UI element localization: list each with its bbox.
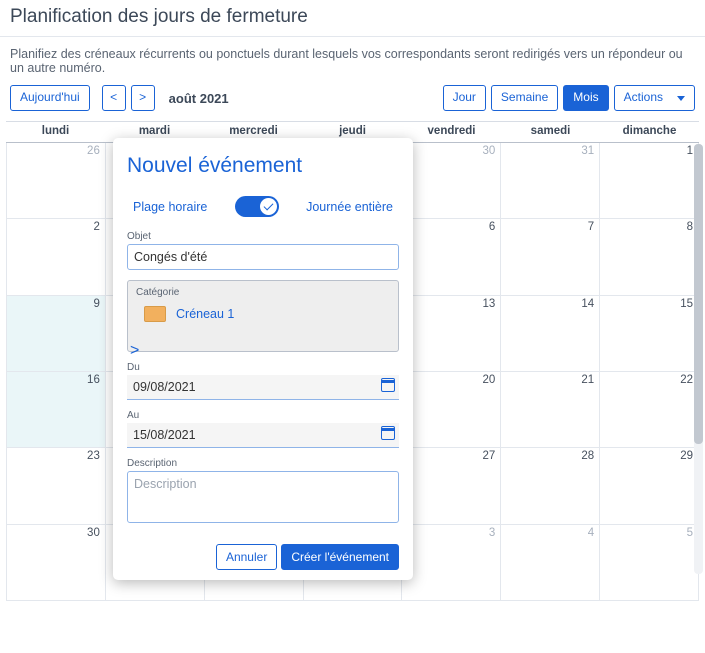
calendar-scrollbar-thumb[interactable]	[694, 144, 703, 444]
all-day-toggle[interactable]	[235, 196, 279, 217]
view-switcher	[443, 85, 695, 110]
subject-label: Objet	[127, 231, 151, 242]
day-number: 9	[93, 297, 100, 310]
day-number: 31	[581, 145, 595, 157]
period-nav-group	[102, 85, 155, 110]
calendar-day-cell[interactable]	[501, 448, 600, 524]
calendar-day-cell[interactable]	[600, 372, 699, 448]
new-event-dialog	[113, 138, 413, 580]
create-event-button[interactable]: Créer l'événement	[281, 544, 399, 570]
day-number: 16	[87, 374, 100, 386]
calendar-day-cell[interactable]	[7, 448, 106, 524]
day-number: 5	[686, 526, 693, 539]
calendar-day-cell[interactable]	[402, 525, 501, 601]
actions-dropdown-button[interactable]	[614, 85, 695, 110]
day-number: 13	[482, 297, 496, 310]
day-number: 29	[680, 450, 693, 463]
subject-field-group	[127, 231, 399, 270]
check-icon	[260, 198, 277, 215]
from-field-group	[127, 362, 399, 400]
day-number: 27	[482, 450, 496, 463]
day-number: 8	[686, 221, 693, 234]
event-type-toggle-row	[133, 196, 393, 217]
category-item[interactable]	[136, 306, 390, 322]
day-number: 14	[581, 297, 595, 310]
weekday-label: vendredi	[427, 125, 476, 137]
prev-period-button[interactable]: <	[102, 85, 126, 110]
day-number: 21	[581, 374, 595, 386]
current-period-label: août 2021	[168, 90, 229, 106]
calendar-day-cell[interactable]	[501, 219, 600, 295]
actions-label: Actions	[623, 90, 663, 105]
calendar-day-cell[interactable]	[7, 219, 106, 295]
time-range-label[interactable]: Plage horaire	[133, 199, 208, 214]
calendar-day-cell[interactable]	[501, 372, 600, 448]
all-day-label[interactable]: Journée entière	[306, 199, 393, 214]
dialog-footer	[127, 544, 399, 570]
day-number: 15	[680, 297, 693, 310]
day-number: 23	[87, 450, 100, 463]
weekday-label: dimanche	[622, 125, 677, 137]
day-number: 20	[482, 374, 496, 386]
cancel-button[interactable]: Annuler	[216, 544, 277, 570]
calendar-icon[interactable]	[381, 378, 395, 392]
category-name: Créneau 1	[176, 307, 235, 321]
weekday-label: jeudi	[339, 125, 366, 137]
calendar-day-cell[interactable]	[402, 219, 501, 295]
category-box	[127, 280, 399, 359]
calendar-day-cell[interactable]	[402, 372, 501, 448]
calendar-day-cell[interactable]	[501, 525, 600, 601]
to-label: Au	[127, 410, 140, 421]
calendar-day-cell[interactable]	[7, 525, 106, 601]
day-number: 6	[488, 221, 496, 234]
color-swatch-icon	[144, 306, 166, 322]
calendar-day-cell[interactable]	[402, 448, 501, 524]
description-label: Description	[127, 458, 178, 469]
next-period-button[interactable]: >	[131, 85, 155, 110]
page-title: Planification des jours de fermeture	[0, 0, 705, 37]
calendar-day-cell[interactable]	[7, 296, 106, 372]
description-field-group	[127, 458, 399, 528]
description-textarea[interactable]	[127, 471, 399, 523]
weekday-label: mardi	[138, 125, 171, 137]
chevron-right-icon[interactable]: >	[130, 342, 140, 359]
from-label: Du	[127, 362, 140, 373]
today-button[interactable]: Aujourd'hui	[10, 85, 90, 110]
calendar-day-cell[interactable]	[501, 143, 600, 219]
view-month-button[interactable]: Mois	[563, 85, 608, 110]
day-number: 4	[587, 526, 595, 539]
day-number: 30	[87, 526, 100, 539]
day-number: 2	[93, 221, 100, 234]
weekday-label: mercredi	[229, 125, 278, 137]
day-number: 30	[482, 145, 496, 157]
calendar-day-cell[interactable]	[501, 296, 600, 372]
to-date-field	[127, 423, 399, 448]
day-number: 1	[686, 145, 693, 157]
view-day-button[interactable]: Jour	[443, 85, 486, 110]
to-date-input[interactable]	[127, 423, 399, 448]
chevron-down-icon	[677, 96, 685, 101]
day-number: 7	[587, 221, 595, 234]
calendar-icon[interactable]	[381, 426, 395, 440]
calendar-toolbar	[0, 81, 705, 121]
day-number: 22	[680, 374, 693, 386]
calendar-day-cell[interactable]	[600, 219, 699, 295]
calendar-day-cell[interactable]	[402, 143, 501, 219]
view-week-button[interactable]: Semaine	[491, 85, 558, 110]
weekday-label: lundi	[41, 125, 70, 137]
subject-input[interactable]	[127, 244, 399, 270]
category-label: Catégorie	[136, 287, 180, 298]
category-field-group	[127, 280, 399, 359]
from-date-field	[127, 375, 399, 400]
from-date-input[interactable]	[127, 375, 399, 400]
calendar-day-cell[interactable]	[402, 296, 501, 372]
weekday-label: samedi	[530, 125, 571, 137]
page-subtitle: Planifiez des créneaux récurrents ou ponctuels durant lesquels vos correspondants seront redirigés vers un répondeur ou un autre numéro.	[10, 47, 683, 75]
calendar-day-cell[interactable]	[600, 143, 699, 219]
to-field-group	[127, 410, 399, 448]
day-number: 28	[581, 450, 595, 463]
day-number: 3	[488, 526, 496, 539]
day-number: 26	[87, 145, 100, 157]
calendar-day-cell[interactable]	[7, 372, 106, 448]
calendar-day-cell[interactable]	[600, 296, 699, 372]
calendar-scrollbar[interactable]	[694, 144, 703, 574]
calendar-day-cell[interactable]	[600, 525, 699, 601]
calendar-day-cell[interactable]	[7, 143, 106, 219]
calendar-day-cell[interactable]	[600, 448, 699, 524]
dialog-title: Nouvel événement	[127, 154, 303, 177]
